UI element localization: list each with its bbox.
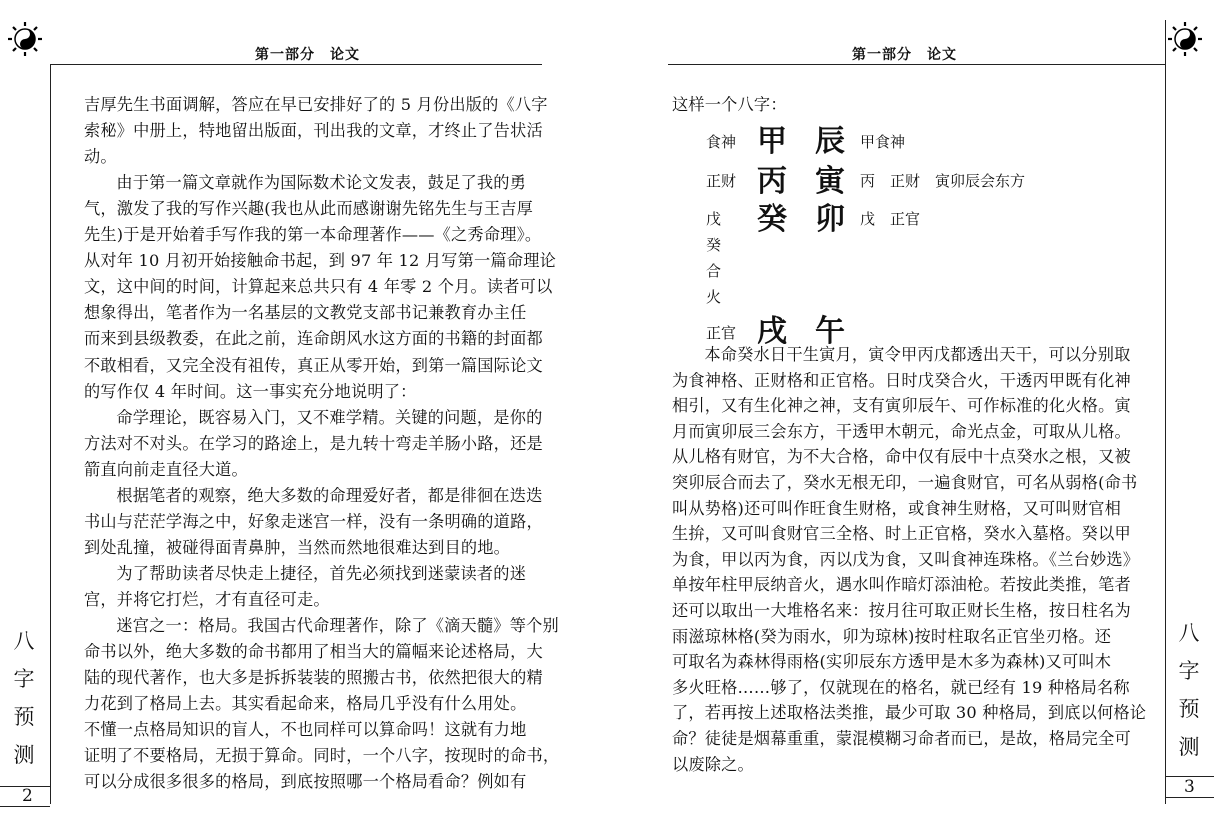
right-text-line: 突卯辰合而去了，癸水无根无印，一遍食财官，可名从弱格(命书 bbox=[672, 473, 1138, 492]
chart-row4-label: 正官 bbox=[706, 324, 737, 342]
left-page-number: 2 bbox=[22, 786, 33, 806]
left-text-line: 文，这中间的时间，计算起来总共只有 4 年零 2 个月。读者可以 bbox=[84, 277, 553, 297]
chart-row2-stem: 丙 bbox=[757, 164, 787, 199]
right-side-char: 八 bbox=[1178, 621, 1200, 645]
left-text-line: 吉厚先生书面调解，答应在早已安排好了的 5 月份出版的《八字 bbox=[84, 95, 548, 114]
chart-row3-stem: 癸 bbox=[757, 202, 787, 237]
taiji-logo-icon bbox=[1168, 22, 1202, 56]
left-text-line: 为了帮助读者尽快走上捷径，首先必须找到迷蒙读者的迷 bbox=[116, 563, 527, 583]
right-text-line: 雨滋琼林格(癸为雨水，卯为琼林)按时柱取名正官坐刃格。还 bbox=[672, 626, 1112, 646]
left-margin-rule bbox=[50, 64, 51, 804]
left-side-char: 八 bbox=[13, 629, 35, 653]
left-text-line: 不懂一点格局知识的盲人，不也同样可以算命吗！这就有力地 bbox=[84, 720, 527, 740]
left-text-line: 根据笔者的观察，绝大多数的命理爱好者，都是徘徊在迭迭 bbox=[116, 485, 543, 505]
right-text-line: 叫从势格)还可叫作旺食生财格，或食神生财格，又可叫财官相 bbox=[672, 498, 1121, 518]
left-text-line: 命书以外，绝大多数的命书都用了相当大的篇幅来论述格局，大 bbox=[84, 642, 543, 662]
left-side-char: 测 bbox=[13, 743, 35, 767]
chart-row4-branch: 午 bbox=[815, 314, 845, 349]
right-bottom-rule bbox=[1165, 797, 1214, 798]
chart-row1-label: 食神 bbox=[706, 133, 737, 151]
left-text-line: 而来到县级教委，在此之前，连命朗风水这方面的书籍的封面都 bbox=[84, 329, 543, 349]
left-text-line: 不敢相看，又完全没有祖传，真正从零开始，到第一篇国际论文 bbox=[84, 355, 543, 375]
chart-row1-stem: 甲 bbox=[757, 124, 787, 159]
right-text-line: 从儿格有财官，为不大合格，命中仅有辰中十点癸水之根，又被 bbox=[672, 447, 1131, 467]
left-header-title: 第一部分 论文 bbox=[255, 47, 360, 63]
right-text-line: 多火旺格……够了，仅就现在的格名，就已经有 19 种格局名称 bbox=[672, 677, 1130, 697]
left-header-rule bbox=[50, 64, 542, 65]
left-side-char: 字 bbox=[13, 667, 35, 691]
left-text-line: 力花到了格局上去。其实看起命来，格局几乎没有什么用处。 bbox=[84, 694, 527, 714]
left-text-line: 宫，并将它打烂，才有直径可走。 bbox=[84, 589, 330, 609]
chart-vert-char: 合 bbox=[706, 262, 722, 280]
right-text-line: 还可以取出一大堆格名来：按月往可取正财长生格，按日柱名为 bbox=[672, 601, 1131, 620]
left-bottom-rule bbox=[0, 806, 50, 807]
left-text-line: 可以分成很多很多的格局，到底按照哪一个格局看命？例如有 bbox=[84, 772, 527, 792]
right-text-line: 可取名为森林得雨格(实卯辰东方透甲是木多为森林)又可叫木 bbox=[672, 652, 1112, 672]
left-text-line: 箭直向前走直径大道。 bbox=[84, 459, 248, 479]
right-text-line: 生拚，又可叫食财官三全格、时上正官格，癸水入墓格。癸以甲 bbox=[672, 524, 1131, 544]
chart-row2-branch: 寅 bbox=[815, 164, 845, 199]
right-text-line: 相引，又有生化神之神，支有寅卯辰午、可作标准的化火格。寅 bbox=[672, 396, 1131, 416]
right-page-number: 3 bbox=[1184, 777, 1195, 797]
chart-row2-note: 丙 正财 寅卯辰会东方 bbox=[860, 172, 1026, 190]
taiji-logo-icon bbox=[8, 22, 42, 56]
right-text-line: 以废除之。 bbox=[672, 754, 754, 774]
left-text-line: 从对年 10 月初开始接触命书起，到 97 年 12 月写第一篇命理论 bbox=[84, 251, 556, 271]
left-text-line: 到处乱撞，被碰得面青鼻肿，当然而然地很难达到目的地。 bbox=[84, 537, 511, 557]
left-side-char: 预 bbox=[13, 705, 35, 729]
left-text-line: 由于第一篇文章就作为国际数术论文发表，鼓足了我的勇 bbox=[116, 173, 527, 193]
left-text-line: 的写作仅 4 年时间。这一事实充分地说明了： bbox=[84, 381, 417, 401]
right-text-line: 为食神格、正财格和正官格。日时戊癸合火，干透丙甲既有化神 bbox=[672, 370, 1131, 390]
right-side-char: 预 bbox=[1178, 697, 1200, 721]
left-text-line: 方法对不对头。在学习的路途上，是九转十弯走羊肠小路，还是 bbox=[84, 433, 543, 453]
chart-row3-branch: 卯 bbox=[815, 202, 845, 237]
chart-row3-note: 戊 正官 bbox=[860, 210, 921, 228]
right-side-char: 字 bbox=[1178, 659, 1200, 683]
right-header-rule bbox=[668, 64, 1166, 65]
right-side-char: 测 bbox=[1178, 735, 1200, 759]
chart-row3-label: 戊 bbox=[706, 210, 722, 228]
chart-row2-label: 正财 bbox=[706, 172, 737, 190]
left-text-line: 陆的现代著作，也大多是拆拆装装的照搬古书，依然把很大的精 bbox=[84, 668, 543, 688]
left-text-line: 动。 bbox=[84, 147, 117, 167]
right-text-line: 月而寅卯辰三会东方，干透甲木朝元，命光点金，可取从儿格。 bbox=[672, 421, 1131, 441]
chart-vert-char: 癸 bbox=[706, 236, 722, 254]
left-text-line: 迷宫之一：格局。我国古代命理著作，除了《滴天髓》等个别 bbox=[116, 616, 559, 635]
right-text-line: 命？徒徒是烟幕重重，蒙混模糊习命者而已，是故，格局完全可 bbox=[672, 729, 1131, 748]
left-text-line: 书山与茫茫学海之中，好象走迷宫一样，没有一条明确的道路， bbox=[84, 511, 543, 531]
right-text-line: 了，若再按上述取格法类推，最少可取 30 种格局，到底以何格论 bbox=[672, 703, 1147, 723]
right-text-line: 为食，甲以丙为食，丙以戊为食，又叫食神连珠格。《兰台妙选》 bbox=[672, 549, 1140, 569]
left-text-line: 想象得出，笔者作为一名基层的文教党支部书记兼教育办主任 bbox=[84, 303, 527, 323]
right-text-line: 单按年柱甲辰纳音火，遇水叫作暗灯添油枪。若按此类推，笔者 bbox=[672, 575, 1131, 595]
left-text-line: 命学理论，既容易入门，又不难学精。关键的问题，是你的 bbox=[116, 407, 543, 427]
left-text-line: 气，激发了我的写作兴趣(我也从此而感谢谢先铭先生与王吉厚 bbox=[84, 199, 533, 219]
left-text-line: 先生)于是开始着手写作我的第一本命理著作——《之秀命理》。 bbox=[84, 225, 542, 245]
left-text-line: 索秘》中册上，特地留出版面，刊出我的文章，才终止了告状活 bbox=[84, 121, 543, 141]
right-text-line: 本命癸水日干生寅月，寅令甲丙戊都透出天干，可以分别取 bbox=[704, 345, 1131, 364]
right-intro: 这样一个八字： bbox=[672, 95, 787, 114]
chart-vert-char: 火 bbox=[706, 288, 722, 306]
chart-row4-stem: 戌 bbox=[757, 314, 787, 349]
chart-row1-branch: 辰 bbox=[815, 124, 845, 159]
chart-row1-note: 甲食神 bbox=[860, 133, 906, 151]
right-header-title: 第一部分 论文 bbox=[852, 47, 957, 63]
left-text-line: 证明了不要格局，无损于算命。同时，一个八字，按现时的命书， bbox=[84, 746, 560, 766]
right-margin-rule bbox=[1165, 20, 1166, 804]
